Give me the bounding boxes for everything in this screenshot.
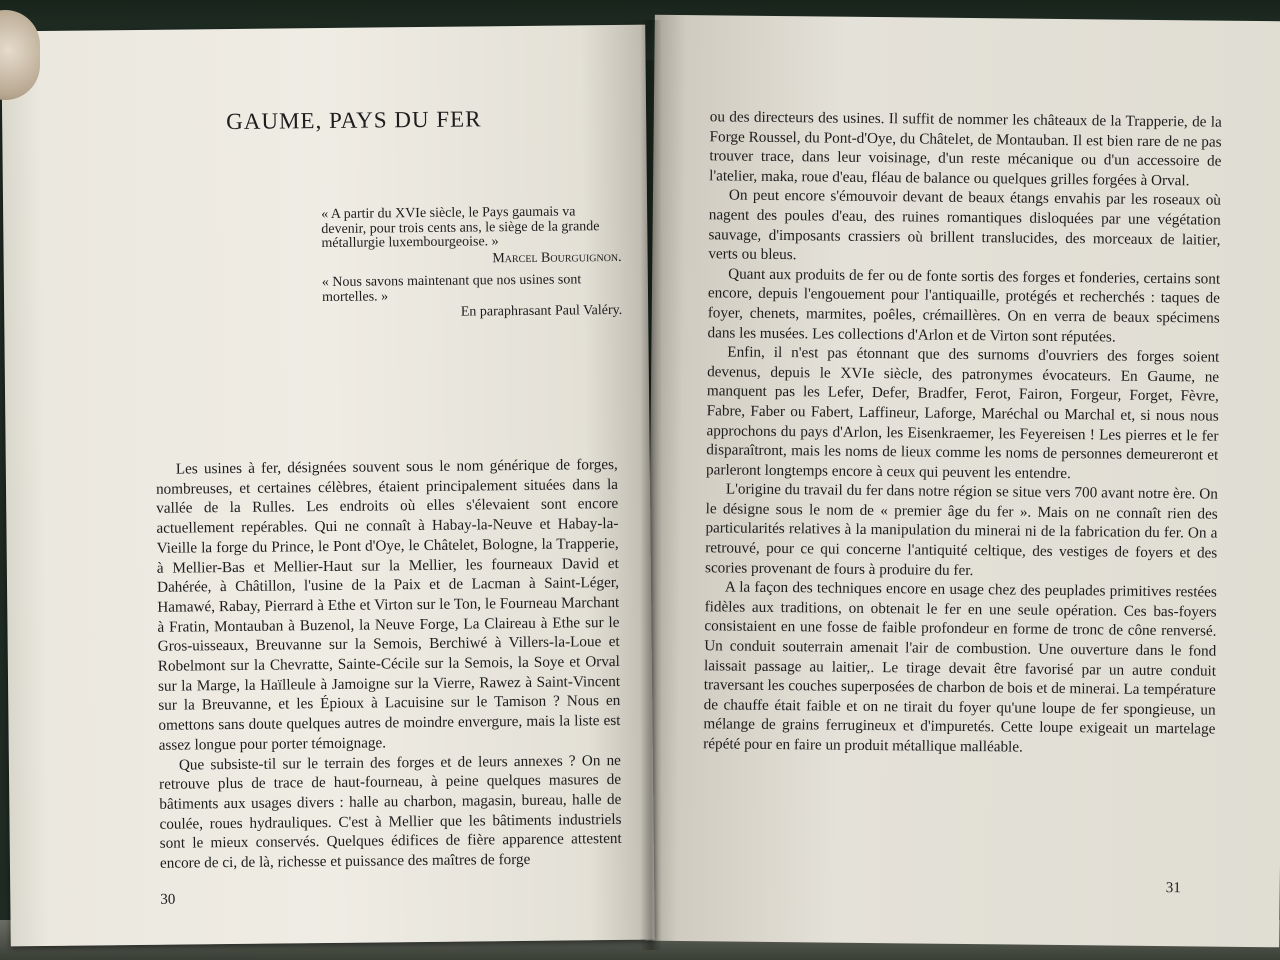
page-number-left: 30 [160, 891, 176, 908]
right-page [645, 15, 1280, 948]
epigraph-1 [321, 205, 622, 268]
page-number-right: 31 [1165, 880, 1181, 897]
epigraph-2-text: « Nous savons maintenant que nos usines sont mortelles. » [321, 272, 582, 305]
right-paragraph-4: Enfin, il n'est pas étonnant que des surnoms d'ouvriers des forges soient devenus, depuis le XVIe siècle, des patronymes évocateurs. En Gaume, ne manquent pas les Lefer, Defer, Bradfer, Ferot, Fairon, Forgeur, Forget, Fèvre, Fabre, Faber ou Fabert, Laffineur, Laforge, Maréchal ou Marchal et, si nous nous approchons du pays d'Arlon, les Eisenkraemer, les Feyereisen ! Les pierres et le fer disparaîtront, mais les noms de lieux comme les noms de personnes demeureront et parleront longtemps encore à ceux qui peuvent les entendre. [706, 343, 1220, 482]
left-page-body [156, 455, 622, 874]
epigraph-2 [322, 273, 622, 322]
epigraph-1-text: « A partir du XVIe siècle, le Pays gaumais va devenir, pour trois cents ans, le siège de la grande métallurgie luxembourgeoise. » [321, 204, 600, 252]
epigraph-1-author: Marcel Bourguignon. [492, 249, 622, 266]
right-paragraph-5: L'origine du travail du fer dans notre région se situe vers 700 avant notre ère. On le désigne sous le nom de « premier âge du fer ». Mais on ne connaît rien des particularités relatives à la manipulation du minerai ni de la fabrication du fer. On a retrouvé, pour ce qui concerne l'antiquité celtique, des vestiges de foyers et des scories provenant de fours à produire du fer. [704, 480, 1218, 579]
left-paragraph-2: Que subsiste-til sur le terrain des forges et de leurs annexes ? On ne retrouve plus de trace de haut-fourneau, à peine quelques masures de bâtiments aux usages divers : halle au charbon, magasin, bureau, halle de coulée, roues hydrauliques. C'est à Mellier que les bâtiments industriels sont le mieux conservés. Quelques édifices de fière apparence attestent encore de ci, de là, richesse et puissance des maîtres de forge [159, 751, 622, 872]
right-paragraph-3: Quant aux produits de fer ou de fonte sortis des forges et fonderies, certains sont encore, depuis l'engouement pour l'antiquaille, protégés et recherchés : taques de foyer, chenets, marmites, poêles, crémaillères. On en verra de beaux spécimens dans les musées. Les collections d'Arlon et de Virton sont réputées. [707, 265, 1221, 346]
left-page [1, 25, 655, 947]
left-paragraph-1: Les usines à fer, désignées souvent sous le nom générique de forges, nombreuses, et certaines célèbres, étaient principalement situées dans la vallée de la Rulles. Les endroits où elles s'élevaient sont encore actuellement repérables. Qui ne connaît à Habay-la-Neuve et Habay-la-Vieille la forge du Prince, le Pont d'Oye, le Châtelet, Bologne, la Trapperie, à Mellier-Bas et Mellier-Haut sur la Mellier, les fourneaux David et Dahérée, à Châtillon, l'usine de la Paix et de Lacman à Saint-Léger, Hamawé, Rabay, Pierrard à Ethe et Virton sur le Ton, le Fourneau Marchant à Fratin, Montauban à Buzenol, la Neuve Forge, La Claireau à Ethe sur le Gros-uisseaux, Breuvanne sur la Semois, Berchiwé à Villers-la-Loue et Robelmont sur la Chevratte, Sainte-Cécile sur la Semois, la Soye et Orval sur la Marge, la Haïlleule à Jamoigne sur la Vierre, Rawez à Saint-Vincent sur la Breuvanne, et les Épioux à Lacuisine sur le Tamison ? Nous en omettons sans doute quelques autres de moindre envergure, mais la liste est assez longue pour porter témoignage. [155, 455, 621, 754]
right-paragraph-1: ou des directeurs des usines. Il suffit de nommer les châteaux de la Trapperie, de la Forge Roussel, du Pont-d'Oye, du Châtelet, de Montauban. Il est bien rare de ne pas trouver trace, dans leur voisinage, d'un reste mécanique ou d'un accessoire de l'atelier, maka, roue d'eau, fléau de balance ou quelques grilles forgées à Orval. [709, 108, 1222, 190]
right-paragraph-6: A la façon des techniques encore en usage chez des peuplades primitives restées fidèles aux traditions, on obtenait le fer en une seule opération. Ces bas-foyers consistaient en une fosse de faible profondeur en forme de tronc de cône renversé. Un conduit souterrain amenait l'air de combustion. Une ouverture dans le fond laissait passage au laitier,. Le tirage devait être favorisé par un autre conduit traversant les couches superposées de charbon de bois et de minerai. La température de chauffe était faible et on ne tirait du foyer qu'une loupe de fer spongieuse, un mélange de grains ferrugineux et d'impuretés. Cette loupe exigeait un martelage répété pour en faire un produit métallique malléable. [703, 578, 1217, 756]
right-page-body [703, 107, 1222, 759]
book-gutter [640, 20, 662, 950]
epigraph-2-author: En paraphrasant Paul Valéry. [460, 302, 623, 320]
right-paragraph-2: On peut encore s'émouvoir devant de beaux étangs envahis par les roseaux où nagent des poules d'eau, des ruines romantiques disloquées par une végétation sauvage, d'imposants crassiers où brillent translucides, des morceaux de laitier, verts ou bleus. [708, 186, 1222, 264]
chapter-title: GAUME, PAYS DU FER [226, 106, 482, 135]
